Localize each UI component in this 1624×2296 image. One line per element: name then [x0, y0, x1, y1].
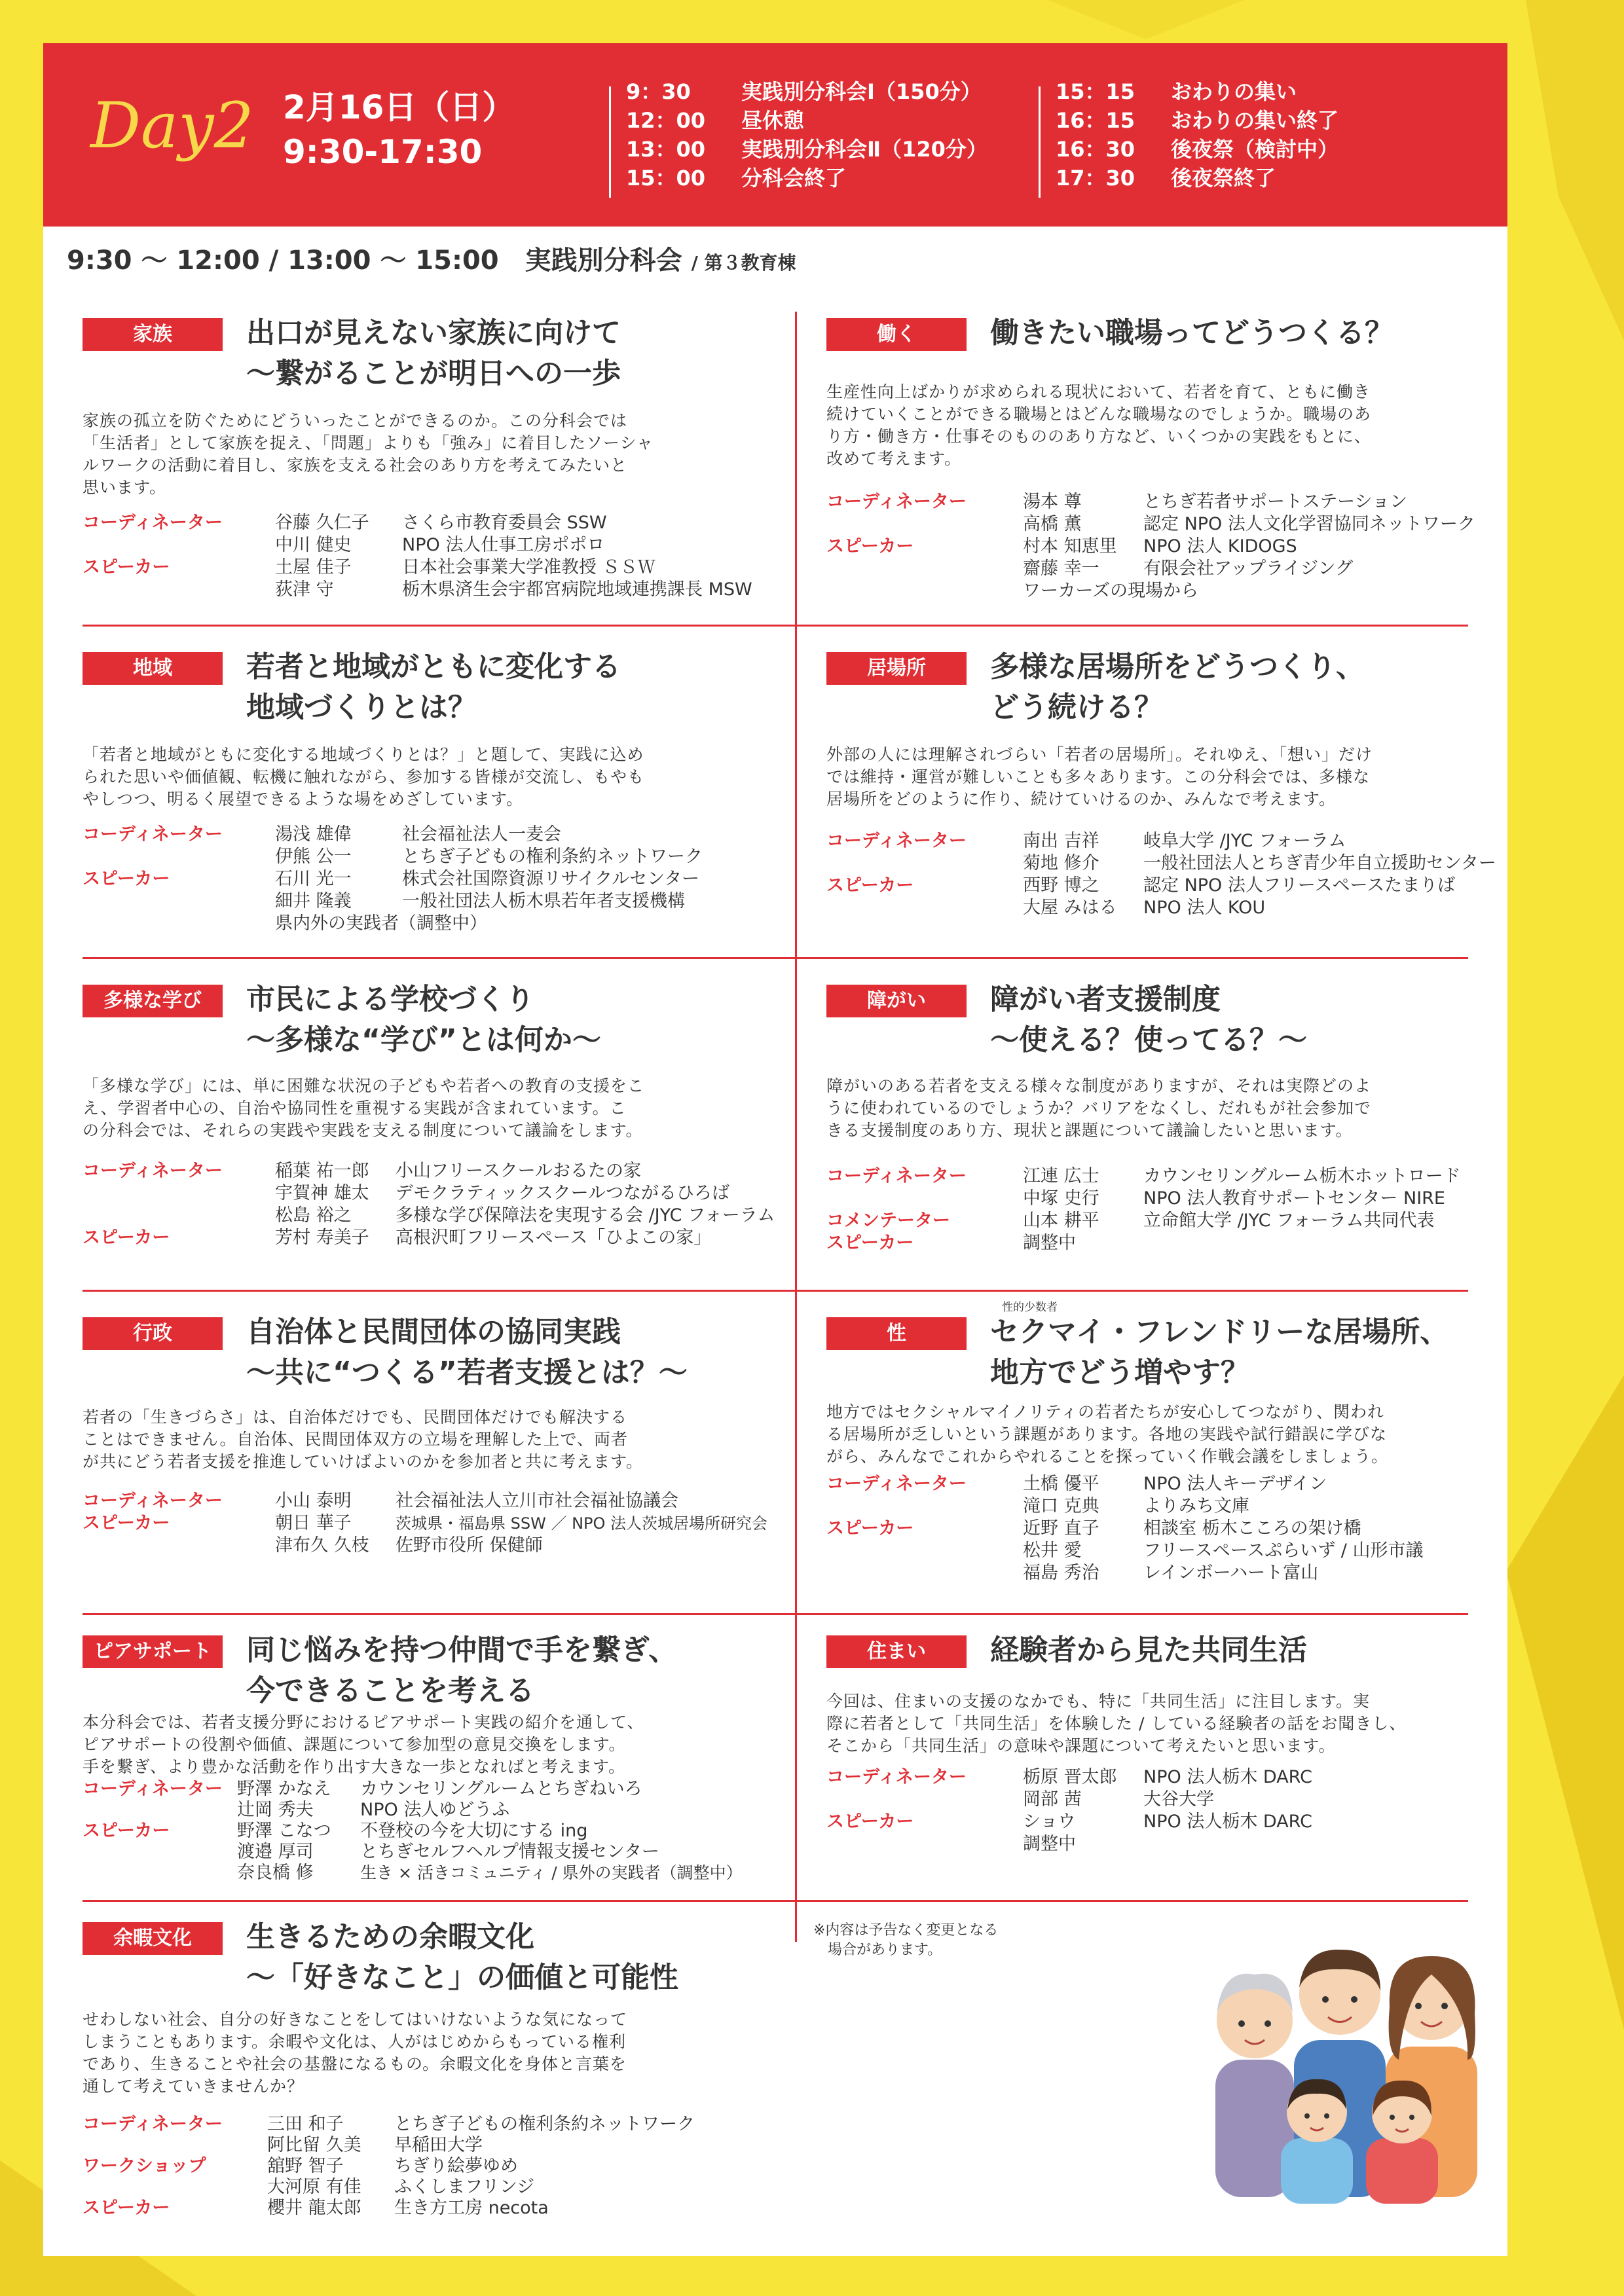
- schedule-row: 15：00 分科会終了: [626, 166, 847, 191]
- date-text: 2月16日（日）: [283, 88, 515, 126]
- session-description: せわしない社会、自分の好きなことをしてはいけないような気になって しまうこともあります。余暇や文化は、人がはじめからもっている権利 であり、生きることや社会の基盤になるもの。余暇文化を身体と言葉を 通して考えていきませんか？: [83, 2010, 628, 2096]
- session-ibasho: 居場所 多様な居場所をどうつくり、 どう続ける？ 外部の人には理解されづらい「若者の居場所」。それゆえ、「想い」だけ では維持・運営が難しいことも多々あります。この分科会では、多様な 居場所をどのように作り、続けていけるのか、みんなで考えます。 コーディネーター 南出 吉祥 岐阜大学 /JYC フォーラム 菊地 修介 一般社団法人とちぎ青少年自立援助センター スピーカー 西野 博之 認定 NPO 法人フリースペースたまりば 大屋 みはる NPO 法人 KOU: [826, 652, 1481, 953]
- session-title: 市民による学校づくり ～多様な“学び”とは何か～: [246, 983, 601, 1057]
- row-divider: [83, 1290, 1468, 1292]
- session-family: 家族 出口が見えない家族に向けて ～繋がることが明日への一歩 家族の孤立を防ぐためにどういったことができるのか。この分科会では 「生活者」として家族を捉え、「問題」よりも「強み」に着目したソーシャ ルワークの活動に着目し、家族を支える社会のあり方を考えてみたいと 思います。 コーディネーター 谷藤 久仁子 さくら市教育委員会 SSW 中川 健史 NPO 法人仕事工房ポポロ スピーカー 土屋 佳子 日本社会事業大学准教授 ＳＳＷ 荻津 守 栃木県済生会宇都宮病院地域連携課長 MSW: [83, 318, 783, 619]
- session-description: 家族の孤立を防ぐためにどういったことができるのか。この分科会では 「生活者」として家族を捉え、「問題」よりも「強み」に着目したソーシャ ルワークの活動に着目し、家族を支える社会のあり方を考えてみたいと 思います。: [83, 411, 654, 497]
- row-divider: [83, 1900, 1468, 1902]
- session-title: セクマイ・フレンドリーな居場所、 地方でどう増やす？: [990, 1315, 1449, 1389]
- category-tag: 障がい: [826, 985, 967, 1017]
- schedule-right: [1056, 77, 1338, 192]
- session-disability: 障がい 障がい者支援制度 ～使える？使ってる？～ 障がいのある若者を支える様々な制度がありますが、それは実際どのよ うに使われているのでしょうか？バリアをなくし、だれもが社会参加で きる支援制度のあり方、現状と課題について議論したいと思います。 コーディネーター 江連 広士 カウンセリングルーム栃木ホットロード 中塚 史行 NPO 法人教育サポートセンター NIRE コメンテーター 山本 耕平 立命館大学 /JYC フォーラム共同代表 スピーカー 調整中: [826, 985, 1481, 1286]
- session-sexuality: 性 性的少数者 セクマイ・フレンドリーな居場所、 地方でどう増やす？ 地方ではセクシャルマイノリティの若者たちが安心してつながり、関われ る居場所が乏しいという課題があります。各地の実践や試行錯誤に学びな がら、みんなでこれからやれることを探っていく作戦会議をしましょう。 コーディネーター 土橋 優平 NPO 法人キーデザイン 滝口 克典 よりみち文庫 スピーカー 近野 直子 相談室 栃木こころの架け橋 松井 愛 フリースペースぷらいず / 山形市議 福島 秀治 レインボーハート富山: [826, 1317, 1481, 1605]
- change-notice: ※内容は予告なく変更となる 場合があります。: [813, 1922, 999, 1958]
- session-leisure-culture: 余暇文化 生きるための余暇文化 ～「好きなこと」の価値と可能性 せわしない社会、自分の好きなことをしてはいけないような気になって しまうこともあります。余暇や文化は、人がはじめからもっている権利 であり、生きることや社会の基盤になるもの。余暇文化を身体と言葉を 通して考えていきませんか？ コーディネーター 三田 和子 とちぎ子どもの権利条約ネットワーク 阿比留 久美 早稲田大学 ワークショップ 舘野 智子 ちぎり絵夢ゆめ 大河原 有佳 ふくしまフリンジ スピーカー 櫻井 龍太郎 生き方工房 necota: [83, 1922, 783, 2250]
- day-label: Day2: [90, 89, 254, 162]
- session-place: / 第３教育棟: [691, 252, 796, 274]
- session-title: 同じ悩みを持つ仲間で手を繋ぎ、 今できることを考える: [246, 1633, 678, 1707]
- session-description: 生産性向上ばかりが求められる現状において、若者を育て、ともに働き 続けていくことができる職場とはどんな職場なのでしょうか。職場のあ り方・働き方・仕事そのもののあり方など、いくつかの実践をもとに、 改めて考えます。: [826, 382, 1372, 468]
- header-divider: [1039, 86, 1041, 198]
- category-tag: 家族: [83, 318, 223, 351]
- session-time: 9:30 ～ 12:00 / 13:00 ～ 15:00 実践別分科会: [67, 246, 682, 276]
- category-tag: 居場所: [826, 652, 967, 685]
- title-ruby: 性的少数者: [1002, 1301, 1058, 1314]
- row-divider: [83, 957, 1468, 959]
- session-description: 障がいのある若者を支える様々な制度がありますが、それは実際どのよ うに使われているのでしょうか？バリアをなくし、だれもが社会参加で きる支援制度のあり方、現状と課題について議論したいと思います。: [826, 1076, 1372, 1140]
- session-title: 生きるための余暇文化 ～「好きなこと」の価値と可能性: [246, 1920, 678, 1994]
- column-divider: [795, 312, 797, 1942]
- row-divider: [83, 625, 1468, 627]
- session-title: 働きたい職場ってどうつくる？: [990, 316, 1393, 350]
- girl-figure: [1366, 2081, 1438, 2204]
- session-description: 「多様な学び」には、単に困難な状況の子どもや若者への教育の支援をこ え、学習者中心の、自治や協同性を重視する実践が含まれています。こ の分科会では、それらの実践や実践を支える制度について議論をします。: [83, 1076, 645, 1140]
- schedule-row: 16：15 おわりの集い終了: [1056, 108, 1339, 133]
- category-tag: 働く: [826, 318, 967, 351]
- session-title: 出口が見えない家族に向けて ～繋がることが明日への一歩: [246, 316, 621, 390]
- session-description: 今回は、住まいの支援のなかでも、特に「共同生活」に注目します。実 際に若者として「共同生活」を体験した / している経験者の話をお聞きし、 そこから「共同生活」の意味や課題について考えたいと思います。: [826, 1692, 1407, 1755]
- category-tag: 多様な学び: [83, 985, 223, 1017]
- schedule-row: 13：00 実践別分科会Ⅱ（120分）: [626, 137, 987, 162]
- program-sheet: [43, 43, 1507, 2256]
- session-time-bar: [67, 240, 796, 277]
- family-illustration: [1209, 1929, 1523, 2204]
- session-work: 働く 働きたい職場ってどうつくる？ 生産性向上ばかりが求められる現状において、若者を育て、ともに働き 続けていくことができる職場とはどんな職場なのでしょうか。職場のあ り方・働き方・仕事そのもののあり方など、いくつかの実践をもとに、 改めて考えます。 コーディネーター 湯本 尊 とちぎ若者サポートステーション 高橋 薫 認定 NPO 法人文化学習協同ネットワーク スピーカー 村本 知恵里 NPO 法人 KIDOGS 齋藤 幸一 有限会社アップライジング ワーカーズの現場から: [826, 318, 1481, 619]
- schedule-left: [626, 77, 987, 192]
- schedule-row: 12：00 昼休憩: [626, 108, 805, 133]
- category-tag: 行政: [83, 1317, 223, 1350]
- session-description: 若者の「生きづらさ」は、自治体だけでも、民間団体だけでも解決する ことはできません。自治体、民間団体双方の立場を理解した上で、両者 が共にどう若者支援を推進していけばよいのかを参加者と共に考えます。: [83, 1408, 644, 1471]
- session-description: 「若者と地域がともに変化する地域づくりとは？」と題して、実践に込め られた思いや価値観、転機に触れながら、参加する皆様が交流し、もやも やしつつ、明るく展望できるような場をめざしています。: [83, 745, 645, 809]
- header-divider: [609, 86, 611, 198]
- schedule-row: 16：30 後夜祭（検討中）: [1056, 137, 1339, 162]
- category-tag: ピアサポート: [83, 1635, 223, 1668]
- session-housing: 住まい 経験者から見た共同生活 今回は、住まいの支援のなかでも、特に「共同生活」に注目します。実 際に若者として「共同生活」を体験した / している経験者の話をお聞きし、 そこから「共同生活」の意味や課題について考えたいと思います。 コーディネーター 栃原 晋太郎 NPO 法人栃木 DARC 岡部 茜 大谷大学 スピーカー ショウ NPO 法人栃木 DARC 調整中: [826, 1635, 1481, 1897]
- session-peer-support: ピアサポート 同じ悩みを持つ仲間で手を繋ぎ、 今できることを考える 本分科会では、若者支援分野におけるピアサポート実践の紹介を通して、 ピアサポートの役割や価値、課題について参加型の意見交換をします。 手を繋ぎ、より豊かな活動を作り出す大きな一歩となればと考えます。 コーディネーター 野澤 かなえ カウンセリングルームとちぎねいろ 辻岡 秀夫 NPO 法人ゆどうふ スピーカー 野澤 こなつ 不登校の今を大切にする ing 渡邉 厚司 とちぎセルフヘルプ情報支援センター 奈良橋 修 生き × 活きコミュニティ / 県外の実践者（調整中）: [83, 1635, 783, 1897]
- session-title: 障がい者支援制度 ～使える？使ってる？～: [990, 983, 1307, 1057]
- session-description: 本分科会では、若者支援分野におけるピアサポート実践の紹介を通して、 ピアサポートの役割や価値、課題について参加型の意見交換をします。 手を繋ぎ、より豊かな活動を作り出す大きな一歩となればと考えます。: [83, 1713, 644, 1776]
- schedule-row: 17：30 後夜祭終了: [1056, 166, 1276, 191]
- category-tag: 性: [826, 1317, 967, 1350]
- category-tag: 住まい: [826, 1635, 967, 1668]
- session-title: 若者と地域がともに変化する 地域づくりとは？: [246, 650, 621, 724]
- session-learning: 多様な学び 市民による学校づくり ～多様な“学び”とは何か～ 「多様な学び」には、単に困難な状況の子どもや若者への教育の支援をこ え、学習者中心の、自治や協同性を重視する実践が含まれています。こ の分科会では、それらの実践や実践を支える制度について議論をします。 コーディネーター 稲葉 祐一郎 小山フリースクールおるたの家 宇賀神 雄太 デモクラティックスクールつながるひろば 松島 裕之 多様な学び保障法を実現する会 /JYC フォーラム スピーカー 芳村 寿美子 高根沢町フリースペース「ひよこの家」: [83, 985, 783, 1286]
- category-tag: 余暇文化: [83, 1922, 223, 1955]
- day-header: [43, 43, 1507, 227]
- category-tag: 地域: [83, 652, 223, 685]
- session-title: 多様な居場所をどうつくり、 どう続ける？: [990, 650, 1365, 724]
- session-title: 自治体と民間団体の協同実践 ～共に“つくる”若者支援とは？～: [246, 1315, 688, 1389]
- session-community: 地域 若者と地域がともに変化する 地域づくりとは？ 「若者と地域がともに変化する地域づくりとは？」と題して、実践に込め られた思いや価値観、転機に触れながら、参加する皆様が交流し、もやも やしつつ、明るく展望できるような場をめざしています。 コーディネーター 湯浅 雄偉 社会福祉法人一麦会 伊熊 公一 とちぎ子どもの権利条約ネットワーク スピーカー 石川 光一 株式会社国際資源リサイクルセンター 細井 隆義 一般社団法人栃木県若年者支援機構 県内外の実践者（調整中）: [83, 652, 783, 953]
- session-government: 行政 自治体と民間団体の協同実践 ～共に“つくる”若者支援とは？～ 若者の「生きづらさ」は、自治体だけでも、民間団体だけでも解決する ことはできません。自治体、民間団体双方の立場を理解した上で、両者 が共にどう若者支援を推進していけばよいのかを参加者と共に考えます。 コーディネーター 小山 泰明 社会福祉法人立川市社会福祉協議会 スピーカー 朝日 華子 茨城県・福島県 SSW ／ NPO 法人茨城居場所研究会 津布久 久枝 佐野市役所 保健師: [83, 1317, 783, 1605]
- session-description: 外部の人には理解されづらい「若者の居場所」。それゆえ、「想い」だけ では維持・運営が難しいことも多々あります。この分科会では、多様な 居場所をどのように作り、続けていけるのか、みんなで考えます。: [826, 745, 1373, 809]
- session-title: 経験者から見た共同生活: [990, 1633, 1307, 1667]
- event-date: [283, 85, 515, 174]
- row-divider: [83, 1613, 1468, 1615]
- session-description: 地方ではセクシャルマイノリティの若者たちが安心してつながり、関われ る居場所が乏しいという課題があります。各地の実践や試行錯誤に学びな がら、みんなでこれからやれることを探っていく作戦会議をしましょう。: [826, 1402, 1389, 1466]
- time-range: 9:30-17:30: [283, 133, 483, 171]
- boy-figure: [1281, 2079, 1353, 2204]
- schedule-row: 15：15 おわりの集い: [1056, 79, 1297, 104]
- schedule-row: 9：30 実践別分科会Ⅰ（150分）: [626, 79, 982, 104]
